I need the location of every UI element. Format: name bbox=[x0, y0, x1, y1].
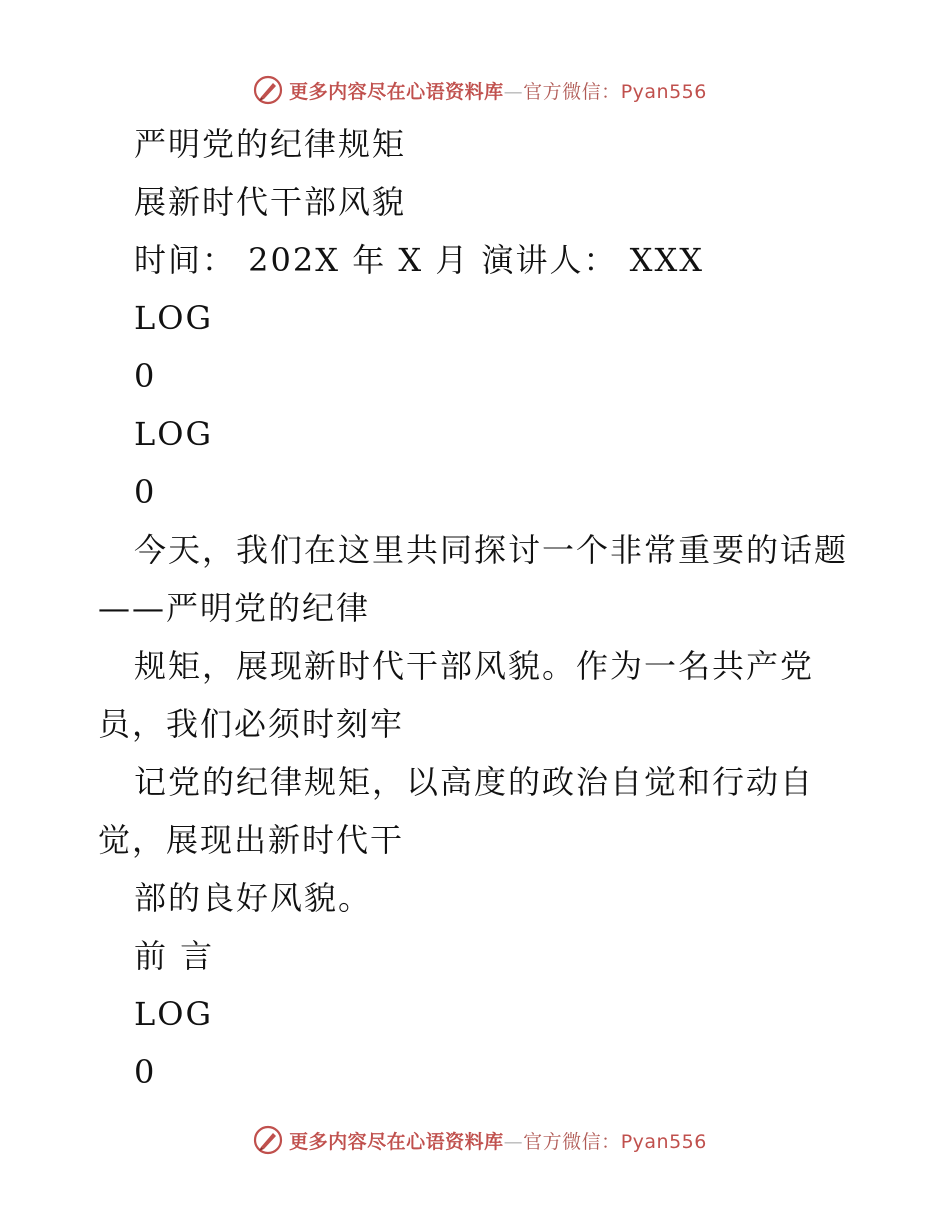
logo-placeholder-digit: 0 bbox=[134, 357, 157, 395]
paragraph-line: ——严明党的纪律 bbox=[98, 589, 371, 627]
logo-placeholder-digit: 0 bbox=[134, 473, 157, 511]
title-line-1: 严明党的纪律规矩 bbox=[134, 125, 407, 163]
logo-placeholder-text: LOG bbox=[134, 995, 214, 1033]
logo-placeholder-digit: 0 bbox=[134, 1053, 157, 1091]
watermark-separator: — bbox=[503, 1130, 524, 1153]
watermark-separator: — bbox=[503, 80, 524, 103]
watermark-id: Pyan556 bbox=[620, 80, 707, 103]
meta-line: 时间： 202X 年 X 月 演讲人： XXX bbox=[134, 241, 705, 279]
watermark-main: 更多内容尽在心语资料库 bbox=[289, 1130, 504, 1153]
pen-logo-icon bbox=[253, 1125, 283, 1155]
section-heading: 前 言 bbox=[134, 937, 215, 975]
title-line-2: 展新时代干部风貌 bbox=[134, 183, 407, 221]
paragraph-line: 部的良好风貌。 bbox=[134, 879, 373, 917]
paragraph-line: 觉，展现出新时代干 bbox=[98, 821, 405, 859]
watermark-text bbox=[289, 1127, 707, 1154]
watermark-label: 官方微信： bbox=[523, 80, 621, 103]
logo-placeholder-text: LOG bbox=[134, 299, 214, 337]
watermark-label: 官方微信： bbox=[523, 1130, 621, 1153]
logo-placeholder-text: LOG bbox=[134, 415, 214, 453]
footer-watermark bbox=[0, 1120, 950, 1160]
paragraph-line: 记党的纪律规矩，以高度的政治自觉和行动自 bbox=[134, 763, 815, 801]
watermark-id: Pyan556 bbox=[620, 1130, 707, 1153]
paragraph-line: 规矩，展现新时代干部风貌。作为一名共产党 bbox=[134, 647, 815, 685]
watermark-text bbox=[289, 77, 707, 104]
paragraph-line: 员，我们必须时刻牢 bbox=[98, 705, 405, 743]
pen-logo-icon bbox=[253, 75, 283, 105]
header-watermark bbox=[0, 70, 950, 110]
watermark-main: 更多内容尽在心语资料库 bbox=[289, 80, 504, 103]
paragraph-line: 今天，我们在这里共同探讨一个非常重要的话题 bbox=[134, 531, 849, 569]
